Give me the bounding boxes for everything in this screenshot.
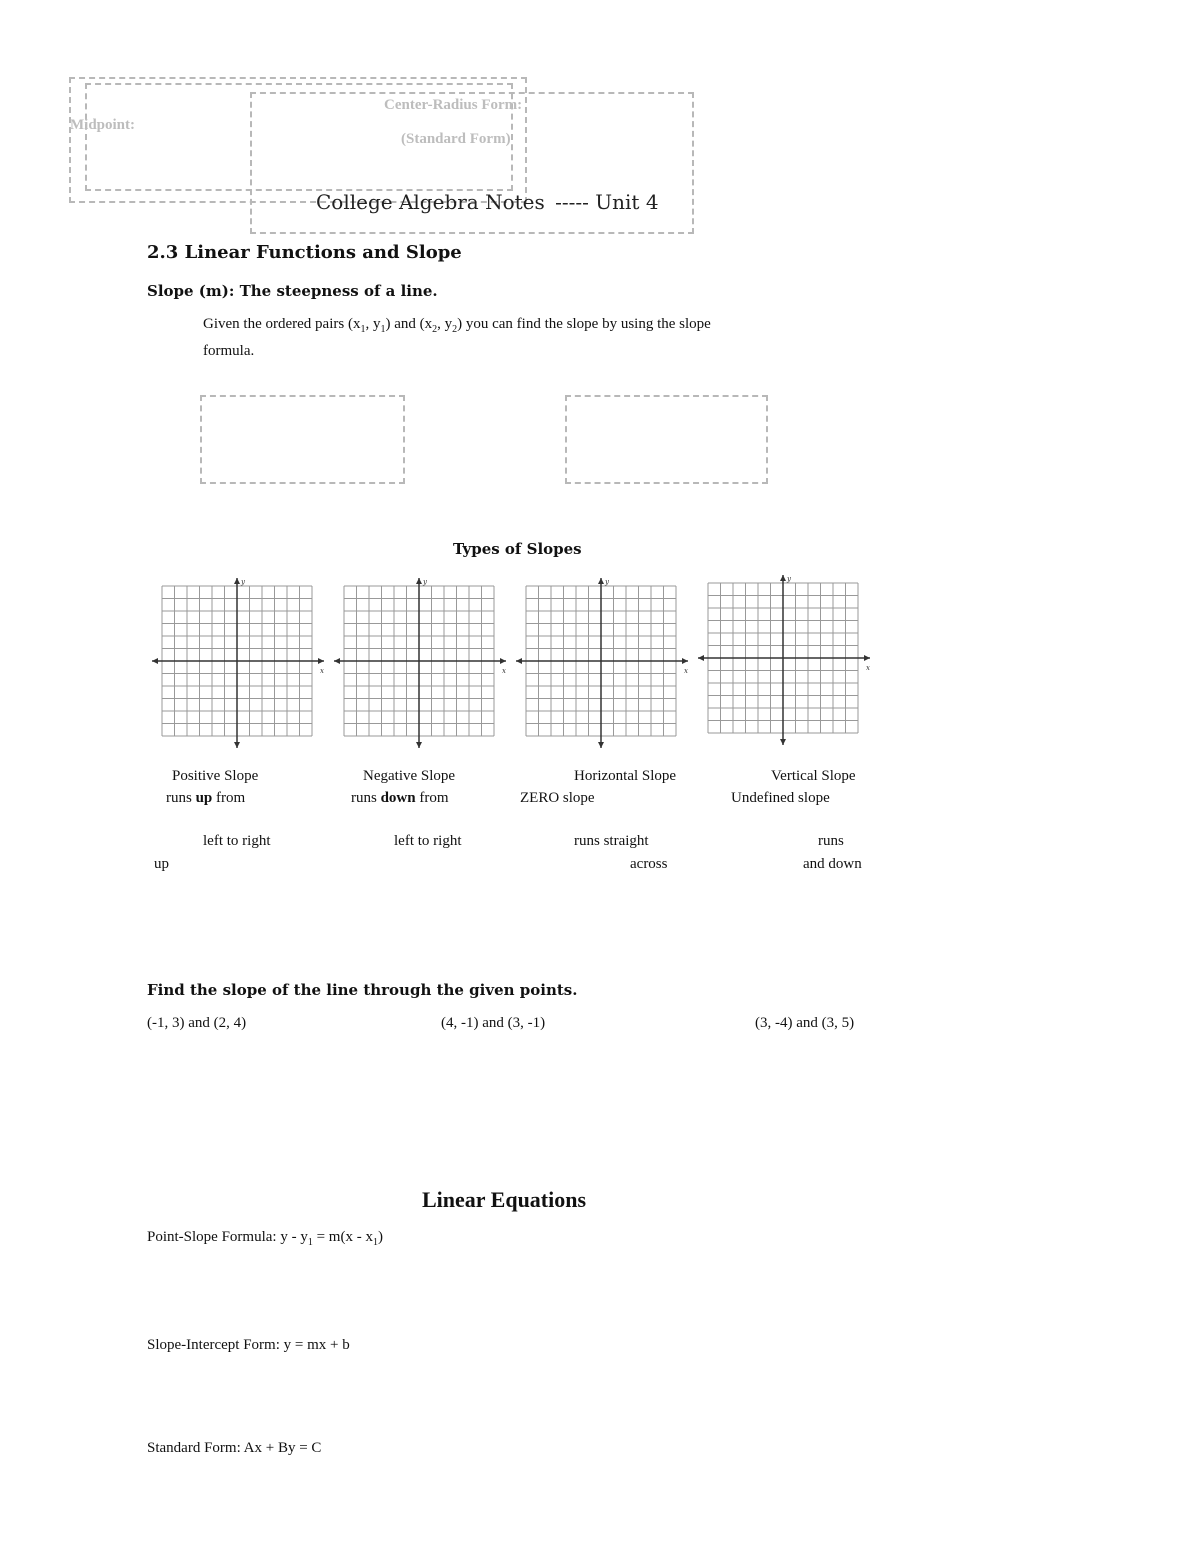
point-slope-formula: Point-Slope Formula: $y - y_1 = m(x - x_1)$: [147, 1229, 383, 1248]
x-axis-arrow-right: [500, 658, 506, 664]
graph-horizontal-slope: [514, 576, 690, 752]
x-axis-arrow-left: [152, 658, 158, 664]
slope-definition: Slope (m): The steepness of a line.: [147, 282, 438, 300]
problem-2: (4, -1) and (3, -1): [441, 1015, 546, 1031]
x-axis-arrow-right: [864, 655, 870, 661]
section-title: 2.3 Linear Functions and Slope: [147, 242, 462, 263]
linear-equations-title: Linear Equations: [422, 1187, 587, 1212]
y-axis-arrow-up: [234, 578, 240, 584]
caption-vertical-desc3: and down: [803, 856, 862, 872]
graph-vertical-slope: [696, 573, 872, 749]
header-title: College Algebra Notes: [316, 190, 545, 214]
x-axis-label: x: [502, 667, 506, 675]
y-axis-arrow-up: [416, 578, 422, 584]
y-axis-arrow-down: [416, 742, 422, 748]
y-axis-label: y: [605, 578, 609, 586]
slope-formula-box-left: [200, 395, 405, 484]
caption-horizontal-desc2: runs straight: [574, 833, 649, 849]
x-axis-arrow-left: [334, 658, 340, 664]
caption-horizontal-desc: ZERO slope: [520, 790, 595, 806]
y-axis-arrow-up: [780, 575, 786, 581]
slope-formula-box-right: [565, 395, 768, 484]
caption-horizontal-name: Horizontal Slope: [574, 768, 677, 784]
caption-positive-desc3: up: [154, 856, 169, 872]
header-dashes: -----: [555, 190, 589, 214]
x-axis-label: x: [320, 667, 324, 675]
given-pairs-line2: formula.: [203, 343, 255, 359]
caption-positive-desc2: left to right: [203, 833, 271, 849]
caption-positive-desc: runs up from: [166, 790, 246, 806]
caption-negative-desc2: left to right: [394, 833, 462, 849]
x-axis-arrow-left: [698, 655, 704, 661]
x-axis-label: x: [866, 664, 870, 672]
y-axis-arrow-down: [598, 742, 604, 748]
caption-horizontal-desc3: across: [630, 856, 668, 872]
problem-3: (3, -4) and (3, 5): [755, 1015, 855, 1031]
y-axis-arrow-up: [598, 578, 604, 584]
center-radius-label: Center-Radius Form:: [384, 97, 523, 113]
standard-form-paren-label: (Standard Form): [401, 131, 511, 147]
x-axis-arrow-left: [516, 658, 522, 664]
find-slope-title: Find the slope of the line through the given points.: [147, 981, 578, 999]
caption-vertical-name: Vertical Slope: [771, 768, 856, 784]
page-header: [316, 190, 659, 214]
midpoint-label: Midpoint:: [70, 117, 136, 133]
caption-negative-name: Negative Slope: [363, 768, 456, 784]
standard-form: Standard Form: Ax + By = C: [147, 1440, 322, 1456]
slope-intercept-form: Slope-Intercept Form: y = mx + b: [147, 1337, 350, 1353]
x-axis-label: x: [684, 667, 688, 675]
given-pairs-line1: Given the ordered pairs ($x_1$, $y_1$) and ($x_2$, $y_2$) you can find the slope by using the slope: [203, 316, 711, 335]
caption-negative-desc: runs down from: [351, 790, 449, 806]
graph-positive-slope: [150, 576, 326, 752]
y-axis-label: y: [241, 578, 245, 586]
y-axis-arrow-down: [234, 742, 240, 748]
problem-1: (-1, 3) and (2, 4): [147, 1015, 247, 1031]
caption-vertical-desc: Undefined slope: [731, 790, 830, 806]
caption-positive-name: Positive Slope: [172, 768, 259, 784]
types-of-slopes-title: Types of Slopes: [453, 540, 582, 558]
y-axis-label: y: [787, 575, 791, 583]
caption-vertical-desc2: runs: [818, 833, 844, 849]
graph-negative-slope: [332, 576, 508, 752]
y-axis-label: y: [423, 578, 427, 586]
x-axis-arrow-right: [318, 658, 324, 664]
x-axis-arrow-right: [682, 658, 688, 664]
header-unit: Unit 4: [595, 190, 659, 214]
y-axis-arrow-down: [780, 739, 786, 745]
